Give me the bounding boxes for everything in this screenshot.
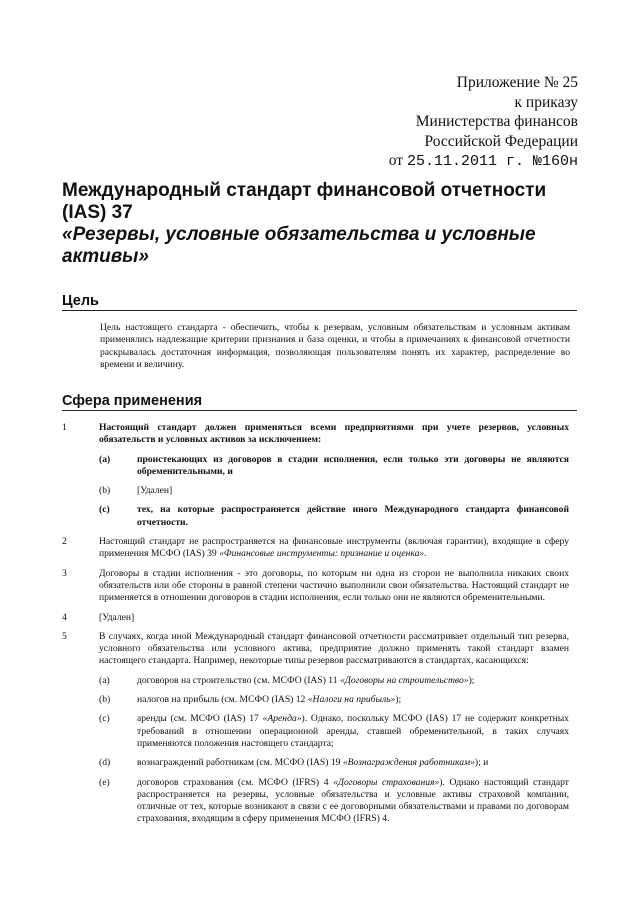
- paragraph-3: [62, 568, 577, 605]
- paragraph-number: 2: [62, 536, 67, 548]
- paragraph-text: Договоры в стадии исполнения - это договоры, по которым ни одна из сторон не выполнила никаких своих обязательств или обе стороны в равной степени частично выполнили свои обязательства. Настоящий стандарт не применяется в отношении договоров в стадии исполнения, если только они не являются обременительными.: [99, 567, 569, 604]
- sub-item-e: (e) договоров страхования (см. МСФО (IFRS) 4 «Договоры страхования»). Однако настоящий стандарт распространяется на резервы, условные обязательства и условные активы страховой компании, отличные от тех, которые возникают в связи с ее договорными обязательствами и правами по договорам страхования, входящим в сферу применения МСФО (IFRS) 4.: [99, 776, 569, 825]
- paragraph-text: Настоящий стандарт не распространяется на финансовые инструменты (включая гарантии), входящие в сферу применения МСФО (IAS) 39 «Финансовые инструменты: признание и оценка».: [99, 536, 569, 560]
- section-heading-purpose: Цель: [62, 293, 577, 311]
- paragraph-4: [62, 612, 577, 624]
- appendix-line-3: Министерства финансов: [415, 113, 578, 130]
- appendix-line-2: к приказу: [514, 93, 578, 111]
- title-subtitle: «Резервы, условные обязательства и условные активы»: [62, 224, 536, 267]
- sub-item-d: (d) вознаграждений работникам (см. МСФО (IAS) 19 «Вознаграждения работникам»); и: [99, 757, 489, 769]
- paragraph-text: В случаях, когда иной Международный стандарт финансовой отчетности рассматривает отдельный тип резерва, условного обязательства или условного актива, предприятие должно применять такой стандарт взамен настоящего стандарта. Например, некоторые типы резервов рассматриваются в стандартах, касающихся:: [99, 630, 569, 667]
- paragraph-text: [Удален]: [99, 611, 135, 623]
- title-main: Международный стандарт финансовой отчетности (IAS) 37: [62, 180, 547, 223]
- sub-item-b: (b) [Удален]: [99, 485, 173, 497]
- appendix-line-4: Российской Федерации: [424, 132, 578, 150]
- sub-item-c: (c) тех, на которые распространяется действие иного Международного стандарта финансовой отчетности.: [99, 504, 569, 528]
- sub-item-a: (a) договоров на строительство (см. МСФО (IAS) 11 «Договоры на строительство»);: [99, 674, 475, 686]
- paragraph-number: 5: [62, 630, 67, 642]
- paragraph-5: [62, 631, 577, 826]
- purpose-paragraph: Цель настоящего стандарта - обеспечить, чтобы к резервам, условным обязательствам и условным активам применялись надлежащие критерии признания и база оценки, и чтобы в примечаниях к финансовой отчетности раскрывалась достаточная информация, позволяющая пользователям понять их характер, распределение во времени и величину.: [100, 322, 570, 370]
- paragraph-number: 1: [62, 422, 67, 433]
- paragraph-number: 3: [62, 567, 67, 579]
- sub-item-c: (c) аренды (см. МСФО (IAS) 17 «Аренда»). Однако, поскольку МСФО (IAS) 17 не содержит конкретных требований в отношении операционной аренды, ставшей обременительной, в таких случаях применяются положения настоящего стандарта;: [99, 713, 569, 749]
- appendix-block: [278, 73, 578, 172]
- section-heading-scope: Сфера применения: [62, 393, 577, 411]
- document-title: [62, 180, 582, 268]
- paragraph-text: Настоящий стандарт должен применяться всеми предприятиями при учете резервов, условных обязательств и условных активов за исключением:: [99, 422, 569, 446]
- date-prefix: от: [388, 152, 404, 169]
- paragraph-1: [62, 422, 577, 529]
- sub-item-a: (a) проистекающих из договоров в стадии исполнения, если только эти договоры не являются обременительными, и: [99, 453, 569, 477]
- order-date-number: 25.11.2011 г. №160н: [406, 153, 578, 170]
- paragraph-number: 4: [62, 611, 67, 623]
- appendix-date-line: [278, 151, 578, 172]
- appendix-line-1: Приложение № 25: [456, 74, 578, 91]
- sub-item-b: (b) налогов на прибыль (см. МСФО (IAS) 12 «Налоги на прибыль»);: [99, 694, 402, 706]
- paragraph-2: [62, 536, 577, 561]
- scope-items: [62, 422, 577, 833]
